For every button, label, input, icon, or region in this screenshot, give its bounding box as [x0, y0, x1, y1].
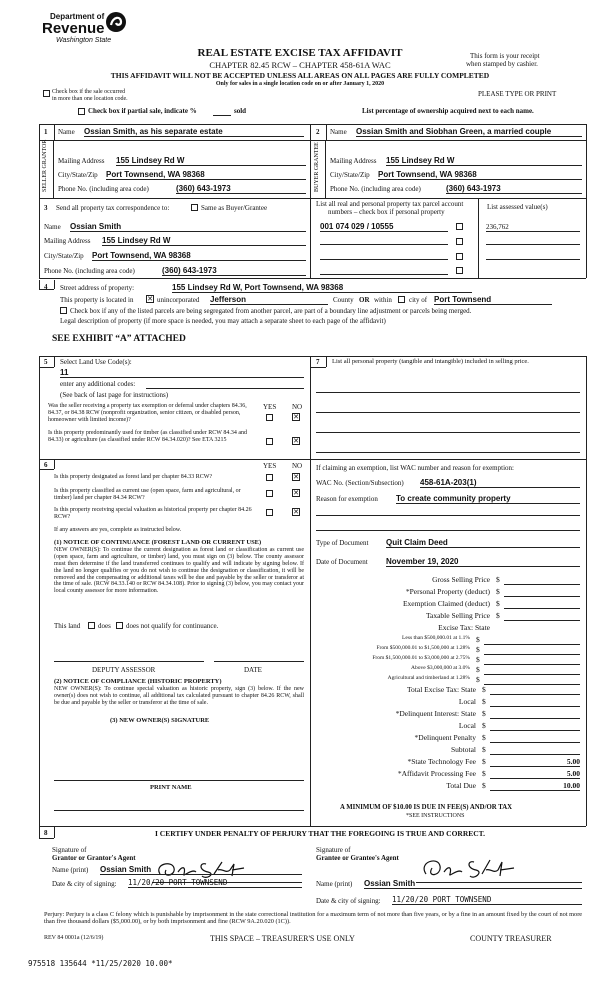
dollar-sign: $	[496, 611, 500, 620]
buyer-city-label: City/State/Zip	[330, 171, 370, 179]
correspondence-label: Send all property tax correspondence to:	[56, 204, 170, 212]
s6-no-header: NO	[292, 462, 303, 470]
date-label: DATE	[244, 666, 262, 674]
tax-value-subtotal[interactable]	[490, 745, 580, 755]
ownership-note: List percentage of ownership acquired next to each name.	[362, 107, 534, 115]
grantor-print-name[interactable]: Ossian Smith	[100, 865, 302, 875]
tax-label-b1: Less than $500,000.01 at 1.1%	[402, 635, 470, 641]
corr-name[interactable]: Ossian Smith	[70, 222, 306, 232]
deputy-assessor-label: DEPUTY ASSESSOR	[92, 666, 156, 674]
parcel-number-2[interactable]	[320, 244, 448, 245]
logo-swirl-icon	[104, 10, 128, 34]
cashier-stamp: 975518 135644 *11/25/2020 10.00*	[28, 959, 173, 968]
street-address[interactable]: 155 Lindsey Rd W, Port Townsend, WA 98368	[172, 283, 472, 293]
tax-label-local2: Local	[458, 721, 476, 730]
s6-q3-no-checkbox[interactable]: ✕	[293, 508, 299, 516]
s5-no-header: NO	[292, 403, 303, 411]
unincorporated-label: unincorporated	[157, 296, 200, 304]
tax-label-tech-fee: *State Technology Fee	[407, 757, 476, 766]
tax-label-exemption: Exemption Claimed (deduct)	[402, 599, 490, 608]
parcel-3-personal-checkbox[interactable]	[456, 253, 463, 260]
dollar-sign: $	[496, 599, 500, 608]
tax-value-delinq-state[interactable]	[490, 709, 580, 719]
tax-value-delinq-penalty[interactable]	[490, 733, 580, 743]
exemption-reason-line-2[interactable]	[316, 515, 580, 516]
additional-codes-label: enter any additional codes:	[60, 380, 136, 388]
new-owner-signature-label: (3) NEW OWNER(S) SIGNATURE	[110, 717, 210, 724]
parcel-2-personal-checkbox[interactable]	[456, 238, 463, 245]
seller-city-state-zip[interactable]: Port Townsend, WA 98368	[106, 170, 306, 180]
seller-city-label: City/State/Zip	[58, 171, 98, 179]
section-7-number: 7	[316, 358, 320, 366]
county-label: County	[333, 296, 354, 304]
logo-line2: Revenue	[42, 20, 105, 37]
assessor-date-field[interactable]	[214, 661, 304, 662]
partial-sale-label: Check box if partial sale, indicate %	[88, 107, 197, 115]
minimum-due-note: A MINIMUM OF $10.00 IS DUE IN FEE(S) AND/OR TAX	[340, 804, 513, 811]
s5-yes-header: YES	[263, 403, 277, 411]
buyer-addr-label: Mailing Address	[330, 157, 377, 165]
grantor-date-label: Date & city of signing:	[52, 880, 117, 888]
grantee-print-name[interactable]: Ossian Smith	[364, 879, 582, 889]
grantee-sig-label-2: Grantee or Grantee's Agent	[316, 854, 399, 862]
buyer-phone[interactable]: (360) 643-1973	[446, 184, 582, 194]
segregated-note: Check box if any of the listed parcels are being segregated from another parcel, are part of a boundary line adjustment or parcels being merged.	[70, 307, 472, 315]
deputy-assessor-signature[interactable]	[54, 661, 204, 662]
segregated-checkbox[interactable]	[60, 307, 67, 314]
tax-value-tech-fee[interactable]: 5.00	[490, 757, 580, 767]
dollar-sign: $	[482, 721, 486, 730]
tax-value-taxable[interactable]	[504, 611, 580, 621]
form-warning: THIS AFFIDAVIT WILL NOT BE ACCEPTED UNLESS ALL AREAS ON ALL PAGES ARE FULLY COMPLETED	[110, 71, 490, 80]
logo-line1: Department of	[50, 12, 105, 21]
tax-value-b3[interactable]	[484, 655, 580, 665]
seller-name[interactable]: Ossian Smith, as his separate estate	[84, 127, 304, 137]
tax-value-b2[interactable]	[484, 645, 580, 655]
additional-codes-field[interactable]	[146, 388, 304, 389]
dollar-sign: $	[482, 733, 486, 742]
corr-mailing-address[interactable]: 155 Lindsey Rd W	[102, 236, 306, 246]
tax-label-delinq-state: *Delinquent Interest: State	[395, 709, 476, 718]
parcels-header-2: numbers – check box if personal property	[328, 208, 445, 216]
within-label: within	[374, 296, 392, 304]
tax-label-subtotal: Subtotal	[450, 745, 476, 754]
seller-mailing-address[interactable]: 155 Lindsey Rd W	[116, 156, 306, 166]
certify-heading: I CERTIFY UNDER PENALTY OF PERJURY THAT THE FOREGOING IS TRUE AND CORRECT.	[154, 829, 485, 838]
tax-label-excise-state: Excise Tax: State	[438, 623, 490, 632]
multi-location-label-2: in more than one location code.	[52, 96, 128, 102]
land-use-code[interactable]: 11	[60, 368, 304, 378]
section-2-number: 2	[316, 128, 320, 136]
seller-side-label: SELLER GRANTOR	[42, 139, 48, 192]
section-8-number: 8	[44, 829, 48, 837]
parcel-number-4[interactable]	[320, 274, 448, 275]
dollar-sign: $	[476, 675, 480, 684]
city-of-label: city of	[409, 296, 428, 304]
county-treasurer-label: COUNTY TREASURER	[470, 934, 552, 943]
compliance-body: NEW OWNER(S): To continue special valuation as historic property, sign (3) below. If the new owner(s) does not wish to continue, all additional tax calculated pursuant to chapter 84.26 RCW, shall be due and payable by the seller or transferor at the time of sale.	[54, 686, 304, 706]
section-5-number: 5	[44, 358, 48, 366]
tax-label-b3: From $1,500,000.01 to $3,000,000 at 2.75%	[372, 655, 470, 661]
dollar-sign: $	[482, 685, 486, 694]
perjury-note: Perjury: Perjury is a class C felony which is punishable by imprisonment in the state correctional institution for a maximum term of not more than five years, or by a fine in an amount fixed by the court of not more than five thousand dollars ($5,000.00), or by both imprisonment and fine (RCW 9A.20.020 (1C)).	[44, 911, 583, 926]
wac-number[interactable]: 458-61A-203(1)	[420, 478, 580, 488]
tax-value-b5[interactable]	[484, 675, 580, 685]
parcel-4-personal-checkbox[interactable]	[456, 267, 463, 274]
buyer-phone-label: Phone No. (including area code)	[330, 185, 421, 193]
print-note: PLEASE TYPE OR PRINT	[478, 90, 557, 98]
logo-line3: Washington State	[56, 37, 112, 44]
see-back-note: (See back of last page for instructions)	[60, 391, 169, 399]
tax-label-total-state: Total Excise Tax: State	[406, 685, 476, 694]
document-type[interactable]: Quit Claim Deed	[386, 538, 580, 548]
seller-phone[interactable]: (360) 643-1973	[176, 184, 306, 194]
grantor-sig-label-2: Grantor or Grantor's Agent	[52, 854, 136, 862]
s6-question-1: Is this property designated as forest land per chapter 84.33 RCW?	[54, 474, 213, 480]
buyer-mailing-address[interactable]: 155 Lindsey Rd W	[386, 156, 582, 166]
exemption-reason-line-3[interactable]	[316, 530, 580, 531]
city-name[interactable]: Port Townsend	[434, 295, 552, 305]
tax-value-local2[interactable]	[490, 721, 580, 731]
reason-label: Reason for exemption	[316, 495, 378, 503]
multi-location-checkbox[interactable]	[43, 90, 50, 97]
assessed-value-2[interactable]	[486, 244, 580, 245]
seller-name-label: Name	[58, 128, 75, 136]
tax-value-b1[interactable]	[484, 635, 580, 645]
exemption-label: If claiming an exemption, list WAC number and reason for exemption:	[316, 464, 514, 472]
s5-q1-no-checkbox[interactable]: ✕	[293, 413, 299, 421]
dollar-sign: $	[476, 665, 480, 674]
tax-label-gross: Gross Selling Price	[432, 575, 490, 584]
tax-label-b2: From $500,000.01 to $1,500,000 at 1.28%	[376, 645, 470, 651]
county-name[interactable]: Jefferson	[210, 295, 328, 305]
tax-label-b4: Above $3,000,000 at 3.0%	[411, 665, 470, 671]
s5-question-1: Was the seller receiving a property tax exemption or deferral under chapters 84.36, 84.37, or 84.38 RCW (nonprofit organization, senior citizen, or disabled person, homeowner with limited income)?	[48, 403, 247, 423]
buyer-city-state-zip[interactable]: Port Townsend, WA 98368	[378, 170, 582, 180]
form-title: REAL ESTATE EXCISE TAX AFFIDAVIT	[197, 47, 403, 59]
doc-type-label: Type of Document	[316, 539, 369, 547]
tax-value-total-state[interactable]	[490, 685, 580, 695]
document-date[interactable]: November 19, 2020	[386, 557, 580, 567]
corr-addr-label: Mailing Address	[44, 237, 91, 245]
parcel-number-3[interactable]	[320, 259, 448, 260]
personal-property-label: List all personal property (tangible and intangible) included in selling price.	[332, 358, 529, 365]
partial-sale-sold-label: sold	[234, 107, 247, 115]
assessed-value-1[interactable]: 236,762	[486, 223, 580, 232]
section-1-number: 1	[44, 128, 48, 136]
seller-addr-label: Mailing Address	[58, 157, 105, 165]
grantor-date-city[interactable]: 11/20/20 PORT TOWNSEND	[128, 878, 302, 888]
does-checkbox[interactable]	[88, 622, 95, 629]
does-not-checkbox[interactable]	[116, 622, 123, 629]
tax-value-total-due[interactable]: 10.00	[490, 781, 580, 791]
corr-name-label: Name	[44, 223, 61, 231]
tax-label-affidavit-fee: *Affidavit Processing Fee	[397, 769, 476, 778]
form-subtitle: CHAPTER 82.45 RCW – CHAPTER 458-61A WAC	[209, 60, 391, 70]
doc-date-label: Date of Document	[316, 558, 368, 566]
section-3-number: 3	[44, 204, 48, 212]
assessed-value-3[interactable]	[486, 259, 580, 260]
personal-property-field-2[interactable]	[316, 412, 580, 413]
personal-property-field-4[interactable]	[316, 452, 580, 453]
s5-q2-yes-checkbox[interactable]	[266, 438, 273, 445]
parcels-header-1: List all real and personal property tax parcel account	[316, 200, 464, 208]
s5-q2-no-checkbox[interactable]: ✕	[293, 437, 299, 445]
wac-label: WAC No. (Section/Subsection)	[316, 479, 404, 487]
does-label: does	[98, 622, 111, 630]
tax-value-gross[interactable]	[504, 575, 580, 585]
does-not-label: does not qualify for continuance.	[126, 622, 219, 630]
dollar-sign: $	[476, 645, 480, 654]
s6-q2-no-checkbox[interactable]: ✕	[293, 489, 299, 497]
tax-label-b5: Agricultural and timberland at 1.28%	[387, 675, 470, 681]
personal-property-field-1[interactable]	[316, 392, 580, 393]
s6-q1-yes-checkbox[interactable]	[266, 474, 273, 481]
tax-label-personal: *Personal Property (deduct)	[405, 587, 490, 596]
same-as-buyer-checkbox[interactable]	[191, 204, 198, 211]
or-label: OR	[359, 296, 370, 304]
corr-city-state-zip[interactable]: Port Townsend, WA 98368	[92, 251, 306, 261]
dollar-sign: $	[482, 757, 486, 766]
see-instructions-note: *SEE INSTRUCTIONS	[406, 813, 465, 819]
tax-label-delinq-penalty: *Delinquent Penalty	[414, 733, 476, 742]
street-address-label: Street address of property:	[60, 284, 135, 292]
dollar-sign: $	[482, 697, 486, 706]
dollar-sign: $	[482, 745, 486, 754]
logo	[42, 10, 132, 50]
grantee-sig-label-1: Signature of	[316, 846, 351, 854]
s6-q2-yes-checkbox[interactable]	[266, 490, 273, 497]
same-as-buyer-label: Same as Buyer/Grantee	[201, 204, 268, 212]
corr-city-label: City/State/Zip	[44, 252, 84, 260]
tax-label-total-due: Total Due	[446, 781, 476, 790]
buyer-side-label: BUYER GRANTEE	[314, 142, 320, 192]
s6-yes-header: YES	[263, 462, 277, 470]
tax-label-taxable: Taxable Selling Price	[425, 611, 490, 620]
unincorporated-checkbox[interactable]: ✕	[147, 295, 153, 303]
print-name-label: PRINT NAME	[150, 784, 192, 791]
buyer-name-label: Name	[330, 128, 347, 136]
revision-code: REV 84 0001a (12/6/19)	[44, 935, 104, 941]
receipt-note-2: when stamped by cashier.	[466, 60, 538, 68]
located-label: This property is located in	[60, 296, 134, 304]
exemption-reason[interactable]: To create community property	[396, 494, 580, 504]
grantee-name-label: Name (print)	[316, 880, 353, 888]
treasurer-space-label: THIS SPACE – TREASURER'S USE ONLY	[210, 934, 355, 943]
if-yes-note: If any answers are yes, complete as instructed below.	[54, 527, 182, 533]
section-4-number: 4	[44, 283, 48, 291]
s6-q3-yes-checkbox[interactable]	[266, 509, 273, 516]
tax-label-local: Local	[458, 697, 476, 706]
corr-phone-label: Phone No. (including area code)	[44, 267, 135, 275]
legal-description-note: Legal description of property (if more space is needed, you may attach a separate sheet to each page of the affidavit)	[60, 317, 386, 325]
dollar-sign: $	[482, 781, 486, 790]
dollar-sign: $	[476, 635, 480, 644]
buyer-name[interactable]: Ossian Smith and Siobhan Green, a married couple	[356, 127, 582, 137]
seller-phone-label: Phone No. (including area code)	[58, 185, 149, 193]
continuance-title: (1) NOTICE OF CONTINUANCE (FOREST LAND OR CURRENT USE)	[54, 539, 262, 546]
personal-property-field-3[interactable]	[316, 432, 580, 433]
form-note: Only for sales in a single location code on or after January 1, 2020	[215, 81, 385, 87]
print-name-field[interactable]	[54, 810, 304, 811]
dollar-sign: $	[482, 709, 486, 718]
dollar-sign: $	[482, 769, 486, 778]
grantee-date-label: Date & city of signing:	[316, 897, 381, 905]
dollar-sign: $	[496, 575, 500, 584]
tax-value-local[interactable]	[490, 697, 580, 707]
receipt-note-1: This form is your receipt	[470, 52, 540, 60]
within-city-checkbox[interactable]	[398, 296, 405, 303]
section-6-number: 6	[44, 461, 48, 469]
s5-question-2: Is this property predominantly used for timber (as classified under RCW 84.34 and 84.33) or agriculture (as classified under RCW 84.34.020)? See ETA 3215	[48, 430, 248, 443]
this-land-label: This land	[54, 622, 81, 630]
assessed-header: List assessed value(s)	[487, 203, 548, 211]
grantee-date-city[interactable]: 11/20/20 PORT TOWNSEND	[392, 895, 582, 905]
grantor-sig-label-1: Signature of	[52, 846, 87, 854]
grantor-name-label: Name (print)	[52, 866, 89, 874]
tax-value-personal[interactable]	[504, 587, 580, 597]
tax-value-exemption[interactable]	[504, 599, 580, 609]
s6-question-3: Is this property receiving special valuation as historical property per chapter 84.26 RCW?	[54, 507, 252, 520]
dollar-sign: $	[476, 655, 480, 664]
s6-q1-no-checkbox[interactable]: ✕	[293, 473, 299, 481]
s5-q1-yes-checkbox[interactable]	[266, 414, 273, 421]
land-use-label: Select Land Use Code(s):	[60, 358, 132, 366]
exhibit-attached: SEE EXHIBIT “A” ATTACHED	[52, 334, 186, 344]
tax-value-affidavit-fee[interactable]: 5.00	[490, 769, 580, 779]
partial-sale-checkbox[interactable]	[78, 108, 85, 115]
parcel-number-1[interactable]: 001 074 029 / 10555	[320, 222, 448, 232]
parcel-1-personal-checkbox[interactable]	[456, 223, 463, 230]
multi-location-label-1: Check box if the sale occurred	[52, 89, 126, 95]
s6-question-2: Is this property classified as current use (open space, farm and agricultural, or timber) land per chapter 84.34 RCW?	[54, 488, 241, 501]
compliance-title: (2) NOTICE OF COMPLIANCE (HISTORIC PROPERTY)	[54, 678, 222, 685]
tax-value-b4[interactable]	[484, 665, 580, 675]
dollar-sign: $	[496, 587, 500, 596]
continuance-body: NEW OWNER(S): To continue the current designation as forest land or classification as current use (open space, farm and agriculture, or timber) land, you must sign on (3) below. The county assessor must then determine if the land transferred continues to qualify and will indicate by signing below. If the land no longer qualifies or you do not wish to continue the designation or classification, it will be removed and the compensating or additional taxes will be due and payable by the seller or transferor at the time of sale. (RCW 84.33.140 or RCW 84.34.108). Prior to signing (3) below, you may contact your local county assessor for more information.	[54, 547, 304, 595]
corr-phone[interactable]: (360) 643-1973	[162, 266, 306, 276]
partial-percent-field[interactable]	[213, 115, 231, 116]
